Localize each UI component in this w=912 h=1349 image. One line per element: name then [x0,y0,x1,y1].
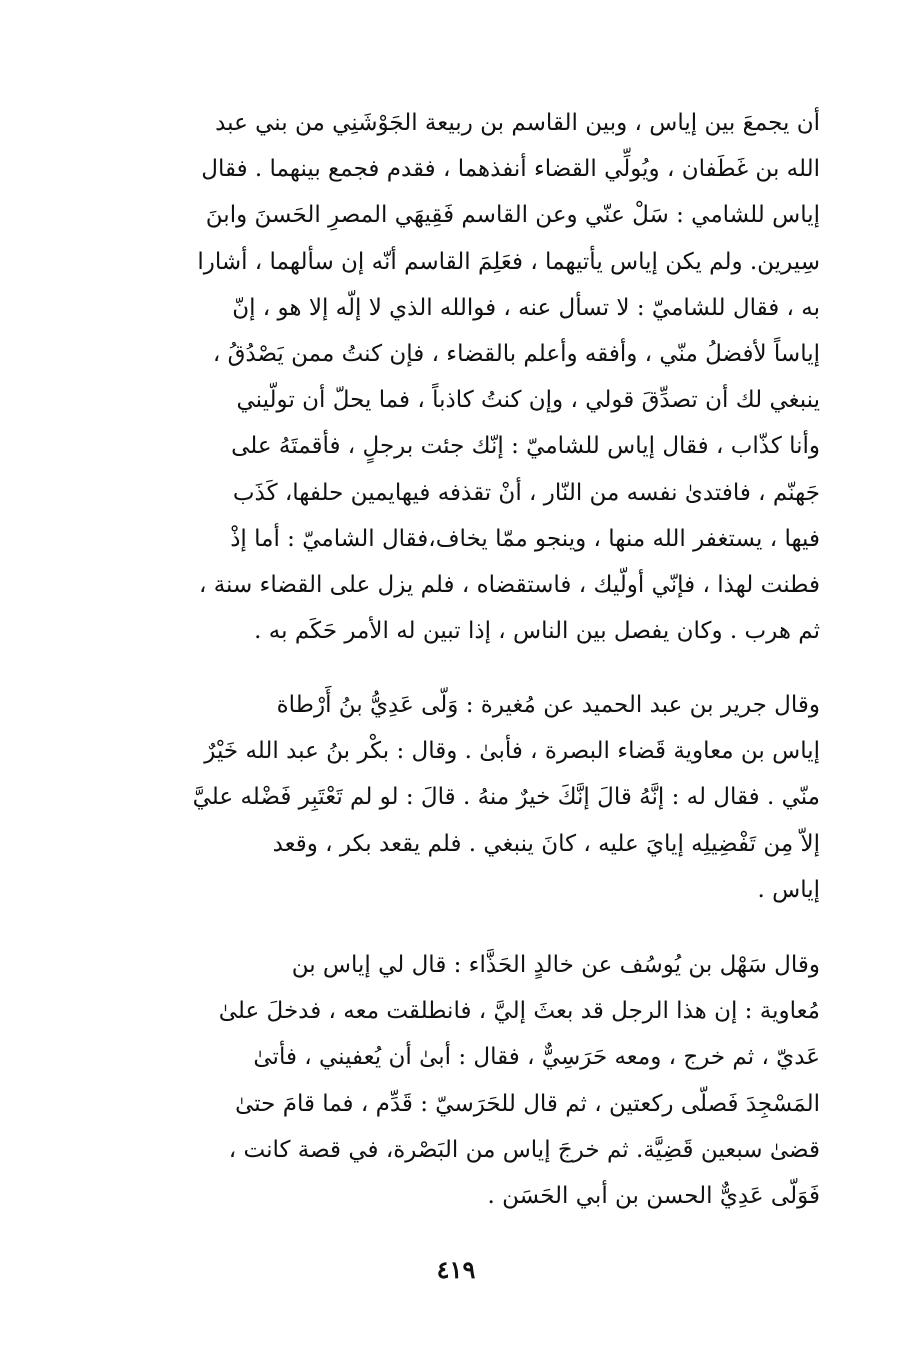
text-line: المَسْجِدَ فَصلّى ركعتين ، ثم قال للحَرَسيّ : قَدِّم ، فما قامَ حتىٰ [235,1090,820,1117]
text-line: أن يجمعَ بين إياس ، وبين القاسم بن ربيعة الجَوْشَنِي من بني عبد [215,110,820,136]
paragraph-3 [130,942,820,1219]
text-line: عَديّ ، ثم خرج ، ومعه حَرَسِيٌّ ، فقال : أبىٰ أن يُعفيني ، فأتىٰ [253,1044,820,1071]
text-line: وقال جرير بن عبد الحميد عن مُغيرة : وَلّى عَدِيُّ بنُ أَرْطاة [276,692,820,718]
text-line: فَوَلّى عَدِيٌّ الحسن بن أبي الحَسَن . [487,1182,820,1209]
paragraph-1 [130,100,820,654]
text-line: به ، فقال للشاميّ : لا تسأل عنه ، فوالله الذي لا إلّه إلا هو ، إنّ [232,294,820,321]
text-line: قضىٰ سبعين قَضِيَّة. ثم خرجَ إياس من البَصْرة، في قصة كانت ، [228,1136,820,1163]
text-line: مُعاوية : إن هذا الرجل قد بعثَ إليَّ ، فانطلقت معه ، فدخلَ علىٰ [218,998,820,1025]
text-line: فطنت لهذا ، فإنّي أولّيك ، فاستقضاه ، فلم يزل على القضاء سنة ، [198,571,820,598]
text-line: فيها ، يستغفر الله منها ، وينجو ممّا يخاف،فقال الشاميّ : أما إذْ [230,525,820,552]
text-line: إلاّ مِن تَفْضِيلِه إيايَ عليه ، كانَ ينبغي . فلم يقعد بكر ، وقعد [272,830,820,857]
text-line: وقال سَهْل بن يُوسُف عن خالدٍ الحَذَّاء : قال لي إياس بن [291,952,820,978]
text-line: ثم هرب . وكان يفصل بين الناس ، إذا تبين له الأمر حَكَم به . [254,618,820,645]
text-line: وأنا كذّاب ، فقال إياس للشاميّ : إنّك جئت برجلٍ ، فأقمتَهُ على [231,433,820,460]
text-line: جَهنّم ، فافتدىٰ نفسه من النّار ، أنْ تقذفه فيهايمين حلفها، كَذَب [232,479,820,506]
text-line: إياساً لأفضلُ منّي ، وأفقه وأعلم بالقضاء ، فإن كنتُ ممن يَصْدُقُ ، [212,340,820,367]
text-line: إياس . [757,876,820,903]
text-line: ينبغي لك أن تصدِّقَ قولي ، وإن كنتُ كاذباً ، فما يحلّ أن تولّيني [236,387,820,414]
page-number: ٤١٩ [436,1255,476,1284]
text-line: إياس بن معاوية قَضاء البصرة ، فأبىٰ . وقال : بكْر بنُ عبد الله خَيْرٌ [204,738,820,765]
text-line: منّي . فقال له : إنَّهُ قالَ إنَّكَ خيرٌ منهُ . قالَ : لو لم تَعْتَبِر فَضْله عليَّ [192,784,820,811]
text-line: إياس للشامي : سَلْ عنّي وعن القاسم فَقِيهَي المصرِ الحَسنَ وابنَ [205,202,820,229]
text-line: الله بن غَطَفان ، ويُولِّي القضاء أنفذهما ، فقدم فجمع بينهما . فقال [201,156,820,183]
paragraph-2 [130,682,820,913]
text-line: سِيرين. ولم يكن إياس يأتيهما ، فعَلِمَ القاسم أنّه إن سألهما ، أشارا [197,248,820,275]
